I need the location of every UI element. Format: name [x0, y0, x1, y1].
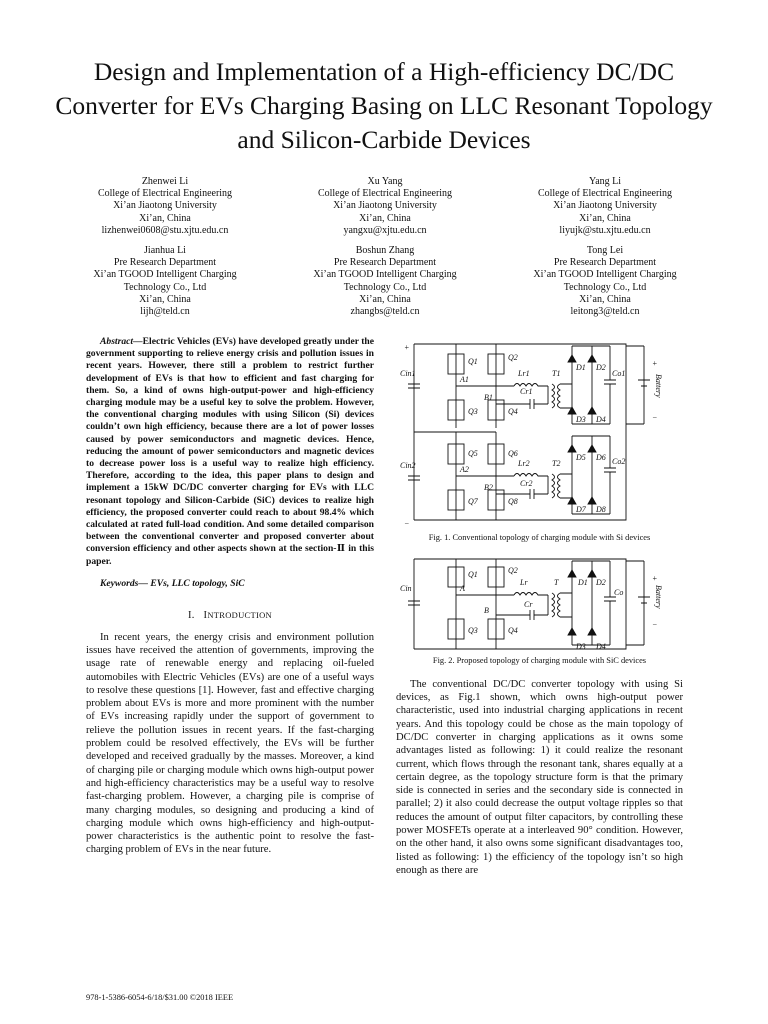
d4-label: D4	[596, 641, 606, 651]
author-affiliation: Pre Research Department	[553, 257, 657, 269]
q2-label: Q2	[508, 565, 518, 575]
right-column	[396, 336, 683, 877]
paper-title: Design and Implementation of a High-efficiency DC/DC Converter for EVs Charging Basing on LLC Resonant Topology and Silicon-Carbide Devices	[55, 57, 713, 154]
cr-label: Cr	[524, 599, 533, 609]
b1-label: B1	[484, 393, 493, 402]
author-city: Xi’an, China	[359, 212, 411, 224]
author-affiliation: College of Electrical Engineering	[317, 188, 453, 200]
d4-label: D4	[596, 415, 606, 424]
body-paragraph: The conventional DC/DC converter topology with using Si devices, as Fig.1 shown, which owns high-output power characteristic, used into industrial charging applications in recent years. And this topology could be chose as the main topology of DC/DC converter in charging applications as it owns some advantages listed as following: 1) it could realize the resonant current, which flows through the resonant tank, shares equally at a certain degree, as the topology structure form is that the primary side is connected in series and the secondary side is connected in parallel; 2) it also could decrease the output voltage ripples so that reduces the amount of output filter capacitors, by controlling these power MOSFETs operate at a interleaved 90° condition. However, on the other hand, it also owns some significant disadvantages too, listed as following: 1) the efficiency of the topology isn’t so high enough as there are	[396, 678, 683, 876]
battery-label: Battery	[654, 584, 663, 609]
author-affiliation: Xi’an Jiaotong University	[333, 200, 437, 212]
author-email: yangxu@xjtu.edu.cn	[343, 224, 427, 236]
d8-label: D8	[596, 505, 606, 514]
plus-label: +	[652, 359, 658, 368]
author-name: Yang Li	[588, 176, 622, 187]
author	[275, 176, 495, 237]
plus-label: +	[652, 573, 658, 583]
author-affiliation: Technology Co., Ltd	[123, 281, 207, 293]
cin-label: Cin	[400, 583, 412, 593]
author-affiliation: Pre Research Department	[333, 257, 437, 269]
author	[55, 245, 275, 318]
author-affiliation: College of Electrical Engineering	[537, 188, 673, 200]
q1-label: Q1	[468, 357, 478, 366]
author-name: Tong Lei	[586, 245, 624, 257]
author-city: Xi’an, China	[139, 293, 191, 305]
author	[275, 245, 495, 318]
footer-copyright: 978-1-5386-6054-6/18/$31.00 ©2018 IEEE	[86, 993, 234, 1002]
b-label: B	[484, 605, 489, 615]
author-city: Xi’an, China	[139, 212, 191, 224]
d3-label: D3	[576, 415, 586, 424]
co2-label: Co2	[612, 457, 626, 466]
q6-label: Q6	[508, 449, 518, 458]
abstract	[86, 336, 374, 568]
d5-label: D5	[576, 453, 586, 462]
co1-label: Co1	[612, 369, 626, 378]
lr1-label: Lr1	[518, 369, 530, 378]
author	[55, 176, 275, 237]
keywords: Keywords— EVs, LLC topology, SiC	[100, 577, 245, 589]
author-email: lizhenwei0608@stu.xjtu.edu.cn	[101, 224, 229, 236]
d6-label: D6	[596, 453, 606, 462]
section-heading: I. INTRODUCTION	[188, 609, 272, 621]
abstract-text: Electric Vehicles (EVs) have developed greatly under the government supporting to relieve energy crisis and pollution issues in recent years. However, there still a problem to restrict further development of EVs is that how to efficient and fast charging for them. So, a kind of owns high-output-power and high-efficiency charging module may be a useful key to solve the problem. However, the conventional charging modules with using Silicon (Si) devices couldn’t own high efficiency, because there are a lot of power losses caused by power semiconductors and magnetic devices. Hence, reducing the amount of power semiconductors and magnetic devices to decrease power loss is a useful way to realize high efficiency. Therefore, according to the idea, this paper plans to design and implement a 15kW DC/DC converter charging for EVs with LLC resonant topology and Silicon-Carbide (SiC) devices to realize high efficiency, the proposed converter could reach to about 98.4% which calculated at rated full-load condition. And some detailed comparison between the conventional converter and proposed converter about conversion efficiency and other aspects shown at the section-Ⅱ in this paper.	[86, 336, 374, 567]
q1-label: Q1	[468, 569, 478, 579]
author-name: Xu Yang	[367, 176, 403, 187]
q8-label: Q8	[508, 497, 518, 506]
q4-label: Q4	[508, 407, 518, 416]
author-affiliation: Technology Co., Ltd	[563, 281, 647, 293]
q2-label: Q2	[508, 353, 518, 362]
author-email: liyujk@stu.xjtu.edu.cn	[559, 224, 651, 236]
q5-label: Q5	[468, 449, 478, 458]
b2-label: B2	[484, 483, 493, 492]
author-affiliation: Pre Research Department	[113, 257, 217, 269]
d7-label: D7	[576, 505, 586, 514]
d2-label: D2	[596, 577, 606, 587]
d1-label: D1	[576, 363, 586, 372]
circuit-diagram-1	[396, 336, 683, 530]
author-affiliation: Xi’an Jiaotong University	[113, 200, 217, 212]
a2-label: A2	[460, 465, 469, 474]
author-email: lijh@teld.cn	[140, 306, 190, 318]
figure-1-caption: Fig. 1. Conventional topology of charging module with Si devices	[428, 533, 651, 542]
lr2-label: Lr2	[518, 459, 530, 468]
circuit-diagram-2	[396, 553, 683, 653]
author-name: Jianhua Li	[144, 245, 186, 257]
figure-2	[396, 553, 683, 668]
author-affiliation: College of Electrical Engineering	[97, 188, 233, 200]
d3-label: D3	[576, 641, 586, 651]
author-city: Xi’an, China	[579, 293, 631, 305]
author	[495, 176, 715, 237]
lr-label: Lr	[520, 577, 528, 587]
author-city: Xi’an, China	[579, 212, 631, 224]
a-label: A	[460, 583, 465, 593]
t-label: T	[554, 577, 559, 587]
minus-label: −	[652, 619, 658, 629]
a1-label: A1	[460, 375, 469, 384]
cr1-label: Cr1	[520, 387, 533, 396]
battery-label: Battery	[654, 374, 663, 398]
t1-label: T1	[552, 369, 561, 378]
co-label: Co	[614, 587, 624, 597]
d2-label: D2	[596, 363, 606, 372]
left-column	[86, 336, 374, 857]
figure-2-caption: Fig. 2. Proposed topology of charging module with SiC devices	[432, 655, 647, 665]
author-block	[55, 176, 715, 318]
plus-label: +	[404, 343, 410, 352]
abstract-label: Abstract—	[100, 336, 143, 347]
author-email: zhangbs@teld.cn	[350, 306, 420, 318]
cin1-label: Cin1	[400, 369, 416, 378]
author	[495, 245, 715, 318]
author-affiliation: Xi’an TGOOD Intelligent Charging	[93, 269, 237, 281]
t2-label: T2	[552, 459, 561, 468]
author-affiliation: Technology Co., Ltd	[343, 281, 427, 293]
author-affiliation: Xi’an TGOOD Intelligent Charging	[533, 269, 677, 281]
minus-label: −	[652, 413, 658, 422]
author-city: Xi’an, China	[359, 293, 411, 305]
author-email: leitong3@teld.cn	[570, 306, 640, 318]
q4-label: Q4	[508, 625, 518, 635]
author-affiliation: Xi’an TGOOD Intelligent Charging	[313, 269, 457, 281]
q3-label: Q3	[468, 625, 478, 635]
q3-label: Q3	[468, 407, 478, 416]
cr2-label: Cr2	[520, 479, 533, 488]
author-name: Zhenwei Li	[141, 176, 189, 187]
d1-label: D1	[578, 577, 588, 587]
q7-label: Q7	[468, 497, 478, 506]
cin2-label: Cin2	[400, 461, 416, 470]
intro-paragraph: In recent years, the energy crisis and environment pollution issues have received the attention of governments, improving the usage rate of renewable energy and replacing oil-fueled automobiles with Electric Vehicles (EVs) are one of a useful ways to resolve these questions [1]. However, fast and effective charging problem about EVs is more and more prominent with the number of EVs increasing rapidly under the support of government to relieve the pollution issues in recent years. If the fast-charging problem could be resolved effectively, the EVs will be further developed and received gradually by the masses. Moreover, a kind of charging pile or charging module which owns high-output power and high-efficiency characteristics may be a useful way to resolve fast-charging problem. However, a charging pile is comprise of many charging modules, so designing and producing a kind of charging module which owns high-efficiency and high-output-power characteristics is the authentic point to resolve the fast-charging problem of EVs in the near future.	[86, 631, 374, 856]
minus-label: −	[404, 519, 410, 528]
author-name: Boshun Zhang	[355, 245, 415, 257]
author-affiliation: Xi’an Jiaotong University	[553, 200, 657, 212]
figure-1	[396, 336, 683, 545]
